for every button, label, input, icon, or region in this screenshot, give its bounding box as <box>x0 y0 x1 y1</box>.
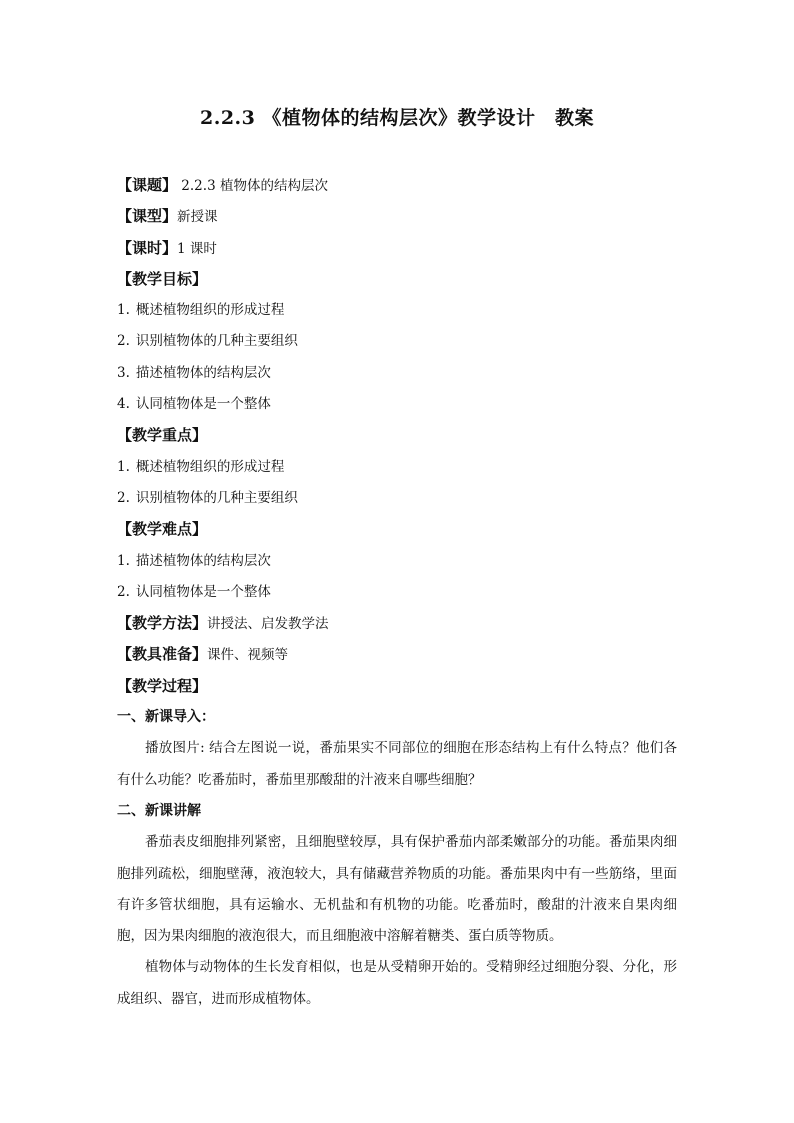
item-text: 识别植物体的几种主要组织 <box>135 333 298 350</box>
list-item <box>117 546 677 577</box>
meta-lesson-hours <box>117 233 677 264</box>
process-heading: 【教学过程】 <box>117 676 208 695</box>
meta-value: 新授课 <box>177 209 218 226</box>
meta-value: 2.2.3 植物体的结构层次 <box>177 178 328 194</box>
tools-line <box>117 639 677 670</box>
document-body <box>117 170 677 1015</box>
list-item <box>117 577 677 608</box>
key-points-heading: 【教学重点】 <box>117 426 208 445</box>
methods-label: 【教学方法】 <box>117 614 208 633</box>
item-number: 1. <box>117 552 130 569</box>
item-number: 2. <box>117 583 130 600</box>
meta-label: 【课型】 <box>117 207 178 226</box>
document-title: 2.2.3 《植物体的结构层次》教学设计 教案 <box>199 107 594 129</box>
item-text: 认同植物体是一个整体 <box>135 583 271 600</box>
item-text: 认同植物体是一个整体 <box>135 396 271 413</box>
item-number: 2. <box>117 489 130 506</box>
meta-label: 【课时】 <box>117 238 178 257</box>
item-number: 4. <box>117 396 130 413</box>
item-number: 3. <box>117 364 130 381</box>
item-text: 描述植物体的结构层次 <box>135 364 271 381</box>
list-item <box>117 326 677 357</box>
list-item <box>117 295 677 326</box>
lesson-paragraph: 番茄表皮细胞排列紧密，且细胞壁较厚，具有保护番茄内部柔嫩部分的功能。番茄果肉细胞排列疏松，细胞壁薄，液泡较大，具有储藏营养物质的功能。番茄果肉中有一些筋络，里面有许多管状细胞，具有运输水、无机盐和有机物的功能。吃番茄时，酸甜的汁液来自果肉细胞，因为果肉细胞的液泡很大，而且细胞液中溶解着糖类、蛋白质等物质。 <box>117 834 677 945</box>
list-item <box>117 389 677 420</box>
intro-paragraph: 播放图片: 结合左图说一说，番茄果实不同部位的细胞在形态结构上有什么特点？他们各有什么功能？吃番茄时，番茄里那酸甜的汁液来自哪些细胞？ <box>117 740 677 788</box>
methods-line <box>117 608 677 639</box>
lesson-section-title: 二、新课讲解 <box>117 802 201 819</box>
tools-label: 【教具准备】 <box>117 645 208 664</box>
meta-topic <box>117 170 677 201</box>
item-text: 概述植物组织的形成过程 <box>135 302 285 319</box>
methods-value: 讲授法、启发教学法 <box>207 616 329 633</box>
list-item <box>117 358 677 389</box>
list-item <box>117 483 677 514</box>
meta-lesson-type <box>117 201 677 232</box>
meta-label: 【课题】 <box>117 176 178 194</box>
intro-section-title: 一、新课导入： <box>117 709 215 726</box>
list-item <box>117 452 677 483</box>
item-number: 2. <box>117 333 130 350</box>
meta-value: 1 课时 <box>177 240 217 257</box>
difficulties-heading: 【教学难点】 <box>117 520 208 539</box>
item-number: 1. <box>117 458 130 475</box>
item-text: 识别植物体的几种主要组织 <box>135 489 298 506</box>
item-number: 1. <box>117 302 130 319</box>
lesson-paragraph: 植物体与动物体的生长发育相似，也是从受精卵开始的。受精卵经过细胞分裂、分化，形成组织、器官，进而形成植物体。 <box>117 959 677 1007</box>
tools-value: 课件、视频等 <box>207 647 289 664</box>
objectives-heading: 【教学目标】 <box>117 269 208 288</box>
item-text: 描述植物体的结构层次 <box>135 552 271 569</box>
item-text: 概述植物组织的形成过程 <box>135 458 285 475</box>
